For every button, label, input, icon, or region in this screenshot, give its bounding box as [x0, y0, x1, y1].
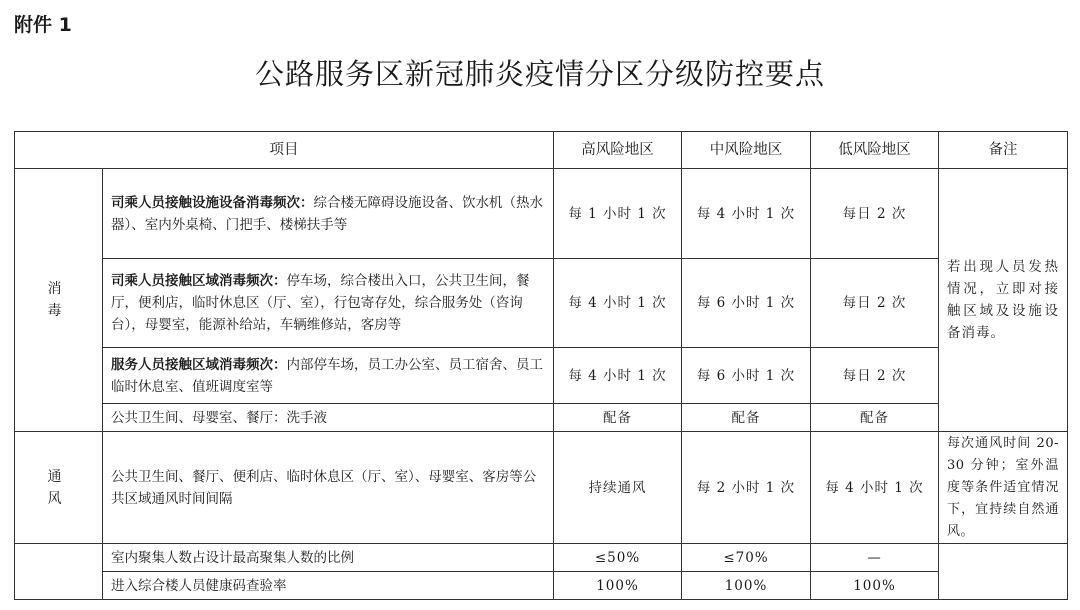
cell-low: 100%	[811, 572, 939, 600]
prevention-table	[14, 131, 1068, 600]
row-item-heading: 服务人员接触区域消毒频次：	[111, 356, 287, 373]
row-item	[103, 259, 554, 348]
cell-mid: 配备	[682, 404, 811, 432]
note-disinfection: 若出现人员发热情况，立即对接触区域及设施设备消毒。	[939, 169, 1068, 432]
header-mid-risk: 中风险地区	[682, 132, 811, 169]
row-item	[103, 169, 554, 259]
row-item	[103, 544, 554, 572]
cell-mid: ≤70%	[682, 544, 811, 572]
cell-high: 每 1 小时 1 次	[554, 169, 682, 259]
row-item-heading: 司乘人员接触设施设备消毒频次：	[111, 194, 314, 211]
cell-low: 每 4 小时 1 次	[811, 432, 939, 544]
row-item	[103, 432, 554, 544]
cell-low: 每日 2 次	[811, 169, 939, 259]
cell-high: 每 4 小时 1 次	[554, 348, 682, 404]
note-ventilation: 每次通风时间 20-30 分钟；室外温度等条件适宜情况下，宜持续自然通风。	[939, 432, 1068, 544]
cell-high: 每 4 小时 1 次	[554, 259, 682, 348]
category-other	[15, 544, 103, 600]
cell-high: ≤50%	[554, 544, 682, 572]
row-item	[103, 572, 554, 600]
cell-mid: 每 6 小时 1 次	[682, 348, 811, 404]
cell-low: 配备	[811, 404, 939, 432]
cell-high: 持续通风	[554, 432, 682, 544]
header-item: 项目	[15, 132, 554, 169]
document-title: 公路服务区新冠肺炎疫情分区分级防控要点	[254, 57, 825, 91]
row-item-text: 进入综合楼人员健康码查验率	[111, 577, 287, 594]
cell-mid: 每 6 小时 1 次	[682, 259, 811, 348]
table-row	[15, 259, 1068, 348]
row-item-text: 综合楼无障碍设施设备、饮水机（热水器）、室内外桌椅、门把手、楼梯扶手等	[111, 194, 543, 233]
cell-mid: 每 2 小时 1 次	[682, 432, 811, 544]
cell-high: 100%	[554, 572, 682, 600]
header-high-risk: 高风险地区	[554, 132, 682, 169]
cell-high: 配备	[554, 404, 682, 432]
row-item-text: 室内聚集人数占设计最高聚集人数的比例	[111, 549, 354, 566]
cell-mid: 100%	[682, 572, 811, 600]
category-disinfection: 消毒	[15, 169, 103, 432]
cell-low: —	[811, 544, 939, 572]
cell-low: 每日 2 次	[811, 259, 939, 348]
table-row	[15, 572, 1068, 600]
table-row	[15, 404, 1068, 432]
cell-mid: 每 4 小时 1 次	[682, 169, 811, 259]
header-row	[15, 132, 1068, 169]
header-low-risk: 低风险地区	[811, 132, 939, 169]
row-item-text: 公共卫生间、餐厅、便利店、临时休息区（厅、室）、母婴室、客房等公共区域通风时间间隔	[111, 468, 537, 507]
table-row	[15, 348, 1068, 404]
table-row	[15, 169, 1068, 259]
table-row	[15, 432, 1068, 544]
row-item-text: 停车场，综合楼出入口，公共卫生间，餐厅，便利店，临时休息区（厅、室），行包寄存处，综合服务处（咨询台），母婴室，能源补给站，车辆维修站，客房等	[111, 273, 530, 333]
row-item-heading: 司乘人员接触区域消毒频次：	[111, 273, 287, 289]
row-item-text: 公共卫生间、母婴室、餐厅：洗手液	[111, 409, 327, 426]
row-item-text: 内部停车场，员工办公室、员工宿舍、员工临时休息室、值班调度室等	[111, 356, 543, 395]
row-item	[103, 348, 554, 404]
category-ventilation: 通风	[15, 432, 103, 544]
header-note: 备注	[939, 132, 1068, 169]
row-item	[103, 404, 554, 432]
note-other	[939, 544, 1068, 600]
attachment-label: 附件 1	[14, 14, 72, 36]
cell-low: 每日 2 次	[811, 348, 939, 404]
table-row	[15, 544, 1068, 572]
